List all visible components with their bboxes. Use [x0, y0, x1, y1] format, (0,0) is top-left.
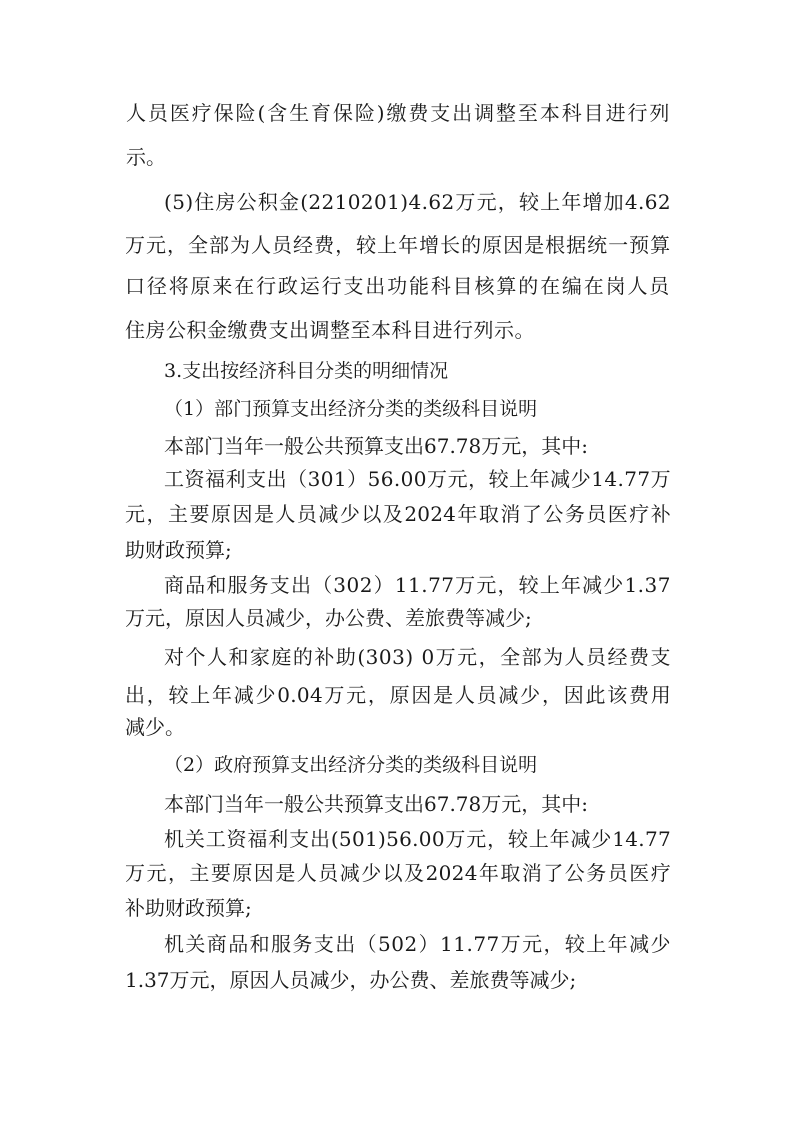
paragraph-line: 万元，全部为人员经费，较上年增长的原因是根据统一预算 — [125, 233, 671, 257]
subsection-heading: （1）部门预算支出经济分类的类级科目说明 — [164, 398, 538, 420]
paragraph-line: 万元，原因人员减少，办公费、差旅费等减少; — [125, 606, 532, 630]
subsection-heading: （2）政府预算支出经济分类的类级科目说明 — [164, 754, 538, 776]
paragraph-line: 示。 — [126, 145, 166, 169]
paragraph-line: 出，较上年减少0.04万元，原因是人员减少，因此该费用 — [125, 683, 671, 707]
paragraph-line: 对个人和家庭的补助(303) 0万元，全部为人员经费支 — [164, 645, 671, 669]
paragraph-line: 本部门当年一般公共预算支出67.78万元，其中: — [164, 434, 588, 458]
paragraph-line: 人员医疗保险(含生育保险)缴费支出调整至本科目进行列 — [126, 101, 671, 125]
paragraph-line: 元，主要原因是人员减少以及2024年取消了公务员医疗补 — [125, 502, 671, 526]
paragraph-line: 补助财政预算; — [125, 896, 252, 920]
section-heading: 3.支出按经济科目分类的明细情况 — [164, 360, 449, 382]
paragraph-line: 住房公积金缴费支出调整至本科目进行列示。 — [125, 318, 535, 342]
paragraph-line: 减少。 — [125, 715, 185, 739]
paragraph-line: 口径将原来在行政运行支出功能科目核算的在编在岗人员 — [125, 274, 671, 298]
paragraph-line: 机关工资福利支出(501)56.00万元，较上年减少14.77 — [164, 827, 671, 851]
paragraph-line: 1.37万元，原因人员减少，办公费、差旅费等减少; — [125, 968, 577, 992]
paragraph-line: 工资福利支出（301）56.00万元，较上年减少14.77万 — [164, 467, 671, 491]
paragraph-line: 助财政预算; — [125, 538, 232, 562]
paragraph-line: (5)住房公积金(2210201)4.62万元，较上年增加4.62 — [164, 190, 671, 214]
paragraph-line: 本部门当年一般公共预算支出67.78万元，其中: — [164, 792, 588, 816]
paragraph-line: 万元，主要原因是人员减少以及2024年取消了公务员医疗 — [125, 861, 671, 885]
paragraph-line: 机关商品和服务支出（502）11.77万元，较上年减少 — [164, 932, 671, 956]
paragraph-line: 商品和服务支出（302）11.77万元，较上年减少1.37 — [164, 573, 671, 597]
